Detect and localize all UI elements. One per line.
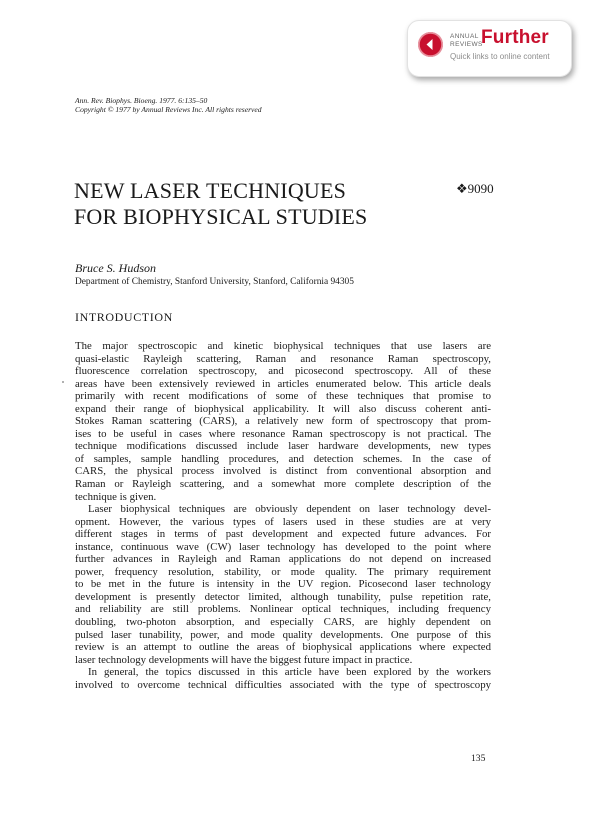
body-line: Raman or Rayleigh scattering, and a somewhat more complete description of the (75, 478, 491, 491)
page-number: 135 (471, 753, 486, 764)
margin-mark (62, 381, 64, 383)
author-name: Bruce S. Hudson (75, 261, 156, 275)
citation-line: Ann. Rev. Biophys. Bioeng. 1977. 6:135–50 (75, 96, 208, 105)
body-line: Stokes Raman scattering (CARS), a relatively new form of spectroscopy that prom- (75, 415, 491, 428)
body-line: and reliability are still problems. Nonlinear optical techniques, including frequency (75, 603, 491, 616)
brand-further-label: Further (481, 27, 549, 48)
brand-annual-label: ANNUAL (450, 33, 479, 40)
further-badge[interactable] (407, 20, 572, 77)
body-line: further advances in Rayleigh and Raman applications do not depend on increased (75, 553, 491, 566)
body-line: CARS, the physical process involved is distinct from conventional absorption and (75, 465, 491, 478)
body-line: primarily with recent modifications of some of these techniques that promise to (75, 390, 491, 403)
body-line: pulsed laser tunability, power, and mode quality developments. One purpose of this (75, 628, 491, 641)
body-line: to be met in the future is intensity in the UV region. Picosecond laser technology (75, 578, 491, 591)
body-line: fluorescence correlation spectroscopy, and picosecond spectroscopy. All of these (75, 365, 491, 378)
body-line: technique modifications discussed include laser hardware developments, new types (75, 440, 491, 453)
body-line: quasi-elastic Rayleigh scattering, Raman and resonance Raman spectroscopy, (75, 352, 491, 365)
body-line: expand their range of biophysical applicability. It will also discuss coherent anti- (75, 402, 491, 415)
body-line: opment. However, the various types of lasers used in these studies are at very (75, 515, 491, 528)
body-line: In general, the topics discussed in this article have been explored by the workers (88, 666, 491, 679)
article-title-line-1: NEW LASER TECHNIQUES (74, 178, 347, 203)
body-line: doubling, two-photon absorption, and especially CARS, are highly dependent on (75, 616, 491, 629)
body-line: development is presently detector limited, although tunability, pulse repetition rate, (75, 590, 491, 603)
body-line: different stages in terms of past development and expected future advances. For (75, 528, 491, 541)
body-line: technique is given. (75, 490, 157, 503)
section-heading: INTRODUCTION (75, 310, 173, 324)
article-title-line-2: FOR BIOPHYSICAL STUDIES (74, 204, 368, 229)
play-arrow-icon (418, 32, 443, 57)
body-line: instance, continuous wave (CW) laser technology has developed to the point where (75, 540, 491, 553)
body-line: of samples, sample handling procedures, and detection schemes. In the case of (75, 452, 491, 465)
brand-tagline: Quick links to online content (450, 52, 550, 61)
body-line: Laser biophysical techniques are obviously dependent on laser technology devel- (88, 503, 491, 516)
body-line: involved to overcome technical difficulties associated with the type of spectroscopy (75, 678, 491, 691)
body-line: laser technology developments will have the biggest future impact in practice. (75, 653, 413, 666)
author-affiliation: Department of Chemistry, Stanford University, Stanford, California 94305 (75, 277, 354, 287)
brand-reviews-label: REVIEWS (450, 41, 483, 48)
body-line: areas have been extensively reviewed in articles enumerated below. This article deals (75, 377, 491, 390)
body-line: ises to be useful in cases where resonance Raman spectroscopy is not practical. The (75, 427, 491, 440)
body-line: power, frequency resolution, stability, or mode quality. The primary requirement (75, 565, 491, 578)
article-id: ❖9090 (456, 181, 494, 196)
copyright-line: Copyright © 1977 by Annual Reviews Inc. All rights reserved (75, 105, 262, 114)
body-line: review is an attempt to outline the areas of biophysical applications where expected (75, 641, 491, 654)
body-line: The major spectroscopic and kinetic biophysical techniques that use lasers are (75, 340, 491, 352)
article-body (75, 340, 491, 691)
